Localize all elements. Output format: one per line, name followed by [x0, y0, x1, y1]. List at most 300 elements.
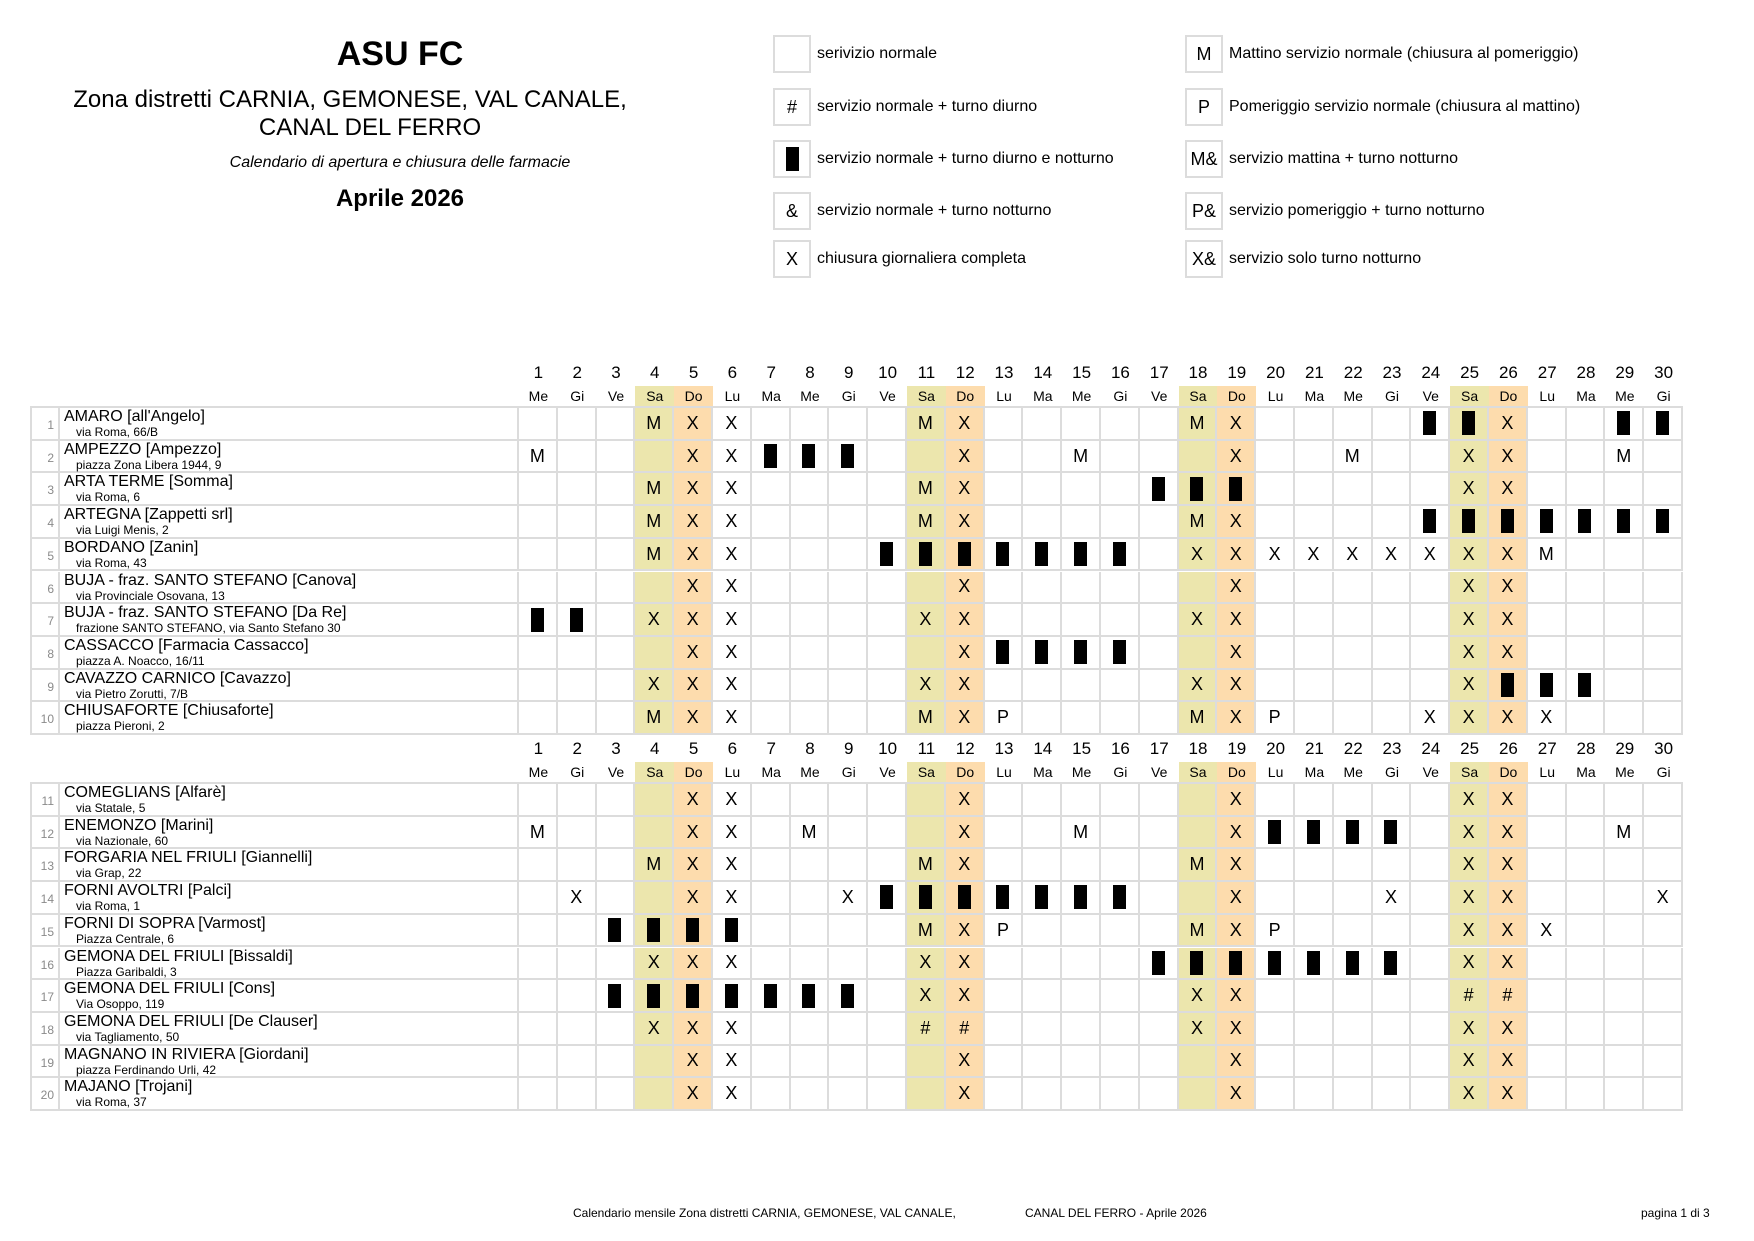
schedule-cell: [1256, 1046, 1295, 1079]
schedule-cell: M: [907, 702, 946, 735]
day-number: 16: [1110, 739, 1130, 758]
schedule-cell: [1644, 980, 1683, 1013]
schedule-cell-day-night-shift: [1179, 473, 1218, 506]
schedule-cell-day-night-shift: [597, 915, 636, 948]
schedule-cell-day-night-shift: [1295, 948, 1334, 981]
weekday-label: Ma: [1304, 764, 1325, 780]
schedule-cell: [791, 1078, 830, 1111]
schedule-cell: [1140, 849, 1179, 882]
schedule-cell: [558, 980, 597, 1013]
schedule-cell: [1567, 849, 1606, 882]
pharmacy-cell: [60, 408, 519, 441]
schedule-cell: X: [1489, 604, 1528, 637]
pharmacy-address: Piazza Garibaldi, 3: [76, 964, 177, 979]
schedule-cell: X: [1217, 702, 1256, 735]
schedule-cell: X: [713, 702, 752, 735]
weekday-label: Gi: [570, 764, 585, 780]
footer-left: Calendario mensile Zona distretti CARNIA, GEMONESE, VAL CANALE,: [573, 1206, 956, 1220]
schedule-cell: [1023, 980, 1062, 1013]
schedule-cell: [1411, 572, 1450, 605]
schedule-cell: M: [907, 473, 946, 506]
schedule-cell: X: [674, 882, 713, 915]
schedule-cell: [1140, 817, 1179, 850]
schedule-cell: X: [635, 670, 674, 703]
schedule-cell: [907, 1046, 946, 1079]
block-shift-icon: [1501, 673, 1514, 697]
schedule-cell: X: [1489, 948, 1528, 981]
pharmacy-address: via Statale, 5: [76, 801, 146, 815]
schedule-cell: [558, 408, 597, 441]
schedule-cell: [1295, 604, 1334, 637]
schedule-cell: X: [1179, 670, 1218, 703]
weekday-label: Lu: [724, 764, 741, 780]
weekday-label: Gi: [841, 388, 856, 404]
day-number: 25: [1460, 363, 1480, 382]
day-number: 26: [1498, 739, 1518, 758]
schedule-cell: X: [1450, 539, 1489, 572]
legend-label: serivizio normale: [817, 45, 938, 62]
schedule-cell: [558, 915, 597, 948]
row-number: 13: [32, 849, 60, 882]
schedule-cell: X: [946, 1078, 985, 1111]
schedule-cell: X: [674, 1013, 713, 1046]
block-shift-icon: [919, 542, 932, 566]
schedule-cell: [519, 849, 558, 882]
schedule-cell: [1644, 670, 1683, 703]
schedule-cell: [519, 473, 558, 506]
schedule-cell: [1101, 473, 1140, 506]
schedule-cell: M: [519, 441, 558, 474]
schedule-cell: [1605, 572, 1644, 605]
schedule-cell: [1062, 948, 1101, 981]
schedule-cell: [558, 1078, 597, 1111]
schedule-cell: [1062, 1013, 1101, 1046]
day-number: 6: [727, 363, 738, 382]
schedule-cell: [635, 1078, 674, 1111]
schedule-cell: [635, 637, 674, 670]
schedule-cell: [1644, 817, 1683, 850]
weekday-label: Lu: [1267, 764, 1284, 780]
schedule-cell: [1567, 637, 1606, 670]
schedule-cell: [752, 572, 791, 605]
schedule-grid: [30, 406, 1683, 735]
schedule-cell: X: [1217, 1078, 1256, 1111]
schedule-cell: X: [1217, 506, 1256, 539]
schedule-cell: [1295, 882, 1334, 915]
schedule-cell: [1567, 408, 1606, 441]
pharmacy-name: CASSACCO [Farmacia Cassacco]: [64, 636, 309, 654]
schedule-cell: [829, 572, 868, 605]
weekday-label: Do: [1217, 386, 1256, 406]
block-shift-icon: [786, 147, 799, 171]
schedule-cell: [1411, 849, 1450, 882]
day-number: 28: [1576, 363, 1596, 382]
pharmacy-row: [32, 915, 1680, 948]
legend-item: [1185, 87, 1580, 127]
schedule-cell: [1023, 784, 1062, 817]
schedule-cell: [1101, 1046, 1140, 1079]
schedule-cell: [1605, 980, 1644, 1013]
schedule-cell: [907, 1078, 946, 1111]
weekday-label: Lu: [1267, 388, 1284, 404]
schedule-cell: [1411, 948, 1450, 981]
day-number: 13: [994, 739, 1014, 758]
day-number: 6: [727, 739, 738, 758]
legend-symbol: X&: [1185, 240, 1223, 278]
schedule-cell: [985, 441, 1024, 474]
schedule-cell: X: [713, 1046, 752, 1079]
schedule-cell: M: [635, 702, 674, 735]
schedule-cell: [1256, 408, 1295, 441]
schedule-cell: X: [674, 817, 713, 850]
schedule-cell: [519, 539, 558, 572]
day-number: 19: [1227, 739, 1247, 758]
weekday-label: Ve: [1151, 764, 1168, 780]
schedule-cell: [907, 441, 946, 474]
schedule-cell: X: [674, 1078, 713, 1111]
schedule-cell: X: [713, 473, 752, 506]
schedule-cell: [1644, 539, 1683, 572]
schedule-cell: P: [985, 915, 1024, 948]
schedule-cell: X: [674, 408, 713, 441]
pharmacy-cell: [60, 702, 519, 735]
block-shift-icon: [1113, 885, 1126, 909]
weekday-label: Do: [674, 386, 713, 406]
pharmacy-name: FORNI DI SOPRA [Varmost]: [64, 914, 266, 932]
schedule-cell: [1062, 784, 1101, 817]
schedule-cell: X: [1217, 784, 1256, 817]
schedule-cell: [1179, 784, 1218, 817]
schedule-cell: [1644, 784, 1683, 817]
schedule-cell: [597, 637, 636, 670]
row-number: 18: [32, 1013, 60, 1046]
schedule-cell: M: [1528, 539, 1567, 572]
row-number: 20: [32, 1078, 60, 1111]
pharmacy-name: ARTEGNA [Zappetti srl]: [64, 506, 233, 524]
schedule-cell: [985, 473, 1024, 506]
schedule-cell: [1023, 849, 1062, 882]
schedule-cell: X: [1217, 441, 1256, 474]
schedule-cell: [752, 539, 791, 572]
schedule-cell: [1567, 539, 1606, 572]
schedule-cell: M: [907, 915, 946, 948]
schedule-cell: [1140, 1013, 1179, 1046]
day-number: 18: [1188, 739, 1208, 758]
legend-symbol: M: [1185, 35, 1223, 73]
block-shift-icon: [1501, 509, 1514, 533]
schedule-cell: X: [946, 408, 985, 441]
schedule-cell: P: [1256, 915, 1295, 948]
schedule-cell: [635, 817, 674, 850]
schedule-cell: [868, 473, 907, 506]
schedule-cell: [791, 572, 830, 605]
schedule-cell: [597, 441, 636, 474]
row-number: 9: [32, 670, 60, 703]
schedule-cell: [519, 506, 558, 539]
schedule-cell: X: [1217, 408, 1256, 441]
schedule-cell: [1023, 915, 1062, 948]
legend-item: [1185, 34, 1578, 74]
pharmacy-row: [32, 408, 1680, 441]
schedule-cell: X: [1528, 702, 1567, 735]
block-shift-icon: [608, 984, 621, 1008]
schedule-cell: [1140, 604, 1179, 637]
schedule-cell: X: [946, 849, 985, 882]
weekday-label: Do: [946, 762, 985, 782]
schedule-cell-day-night-shift: [1101, 539, 1140, 572]
pharmacy-cell: [60, 882, 519, 915]
schedule-cell: [1256, 670, 1295, 703]
legend-label: servizio normale + turno notturno: [817, 202, 1052, 219]
schedule-cell: [791, 948, 830, 981]
weekday-label: Sa: [1450, 762, 1489, 782]
day-number: 26: [1498, 363, 1518, 382]
block-shift-icon: [1074, 640, 1087, 664]
schedule-cell: [791, 882, 830, 915]
schedule-cell: X: [1179, 980, 1218, 1013]
schedule-cell: [1023, 473, 1062, 506]
schedule-cell: X: [1450, 473, 1489, 506]
schedule-cell: [752, 817, 791, 850]
schedule-cell-day-night-shift: [1489, 506, 1528, 539]
schedule-cell: [1334, 604, 1373, 637]
schedule-cell: [1140, 637, 1179, 670]
schedule-cell: X: [1217, 980, 1256, 1013]
day-number: 9: [844, 739, 854, 758]
block-shift-icon: [880, 885, 893, 909]
schedule-cell: [1140, 670, 1179, 703]
schedule-cell: [558, 1013, 597, 1046]
schedule-cell: [597, 539, 636, 572]
schedule-cell: [1373, 849, 1412, 882]
schedule-cell: [1023, 572, 1062, 605]
day-number: 10: [878, 739, 898, 758]
schedule-cell: [1179, 817, 1218, 850]
schedule-cell: [985, 572, 1024, 605]
schedule-cell-day-night-shift: [1062, 539, 1101, 572]
legend-symbol: M&: [1185, 140, 1223, 178]
pharmacy-address: via Pietro Zorutti, 7/B: [76, 686, 189, 701]
legend-label: servizio solo turno notturno: [1229, 250, 1422, 267]
schedule-cell: [1567, 1078, 1606, 1111]
schedule-cell: X: [946, 948, 985, 981]
schedule-cell: X: [1450, 637, 1489, 670]
schedule-cell: [1411, 1078, 1450, 1111]
pharmacy-row: [32, 817, 1680, 850]
block-shift-icon: [764, 444, 777, 468]
schedule-cell: [519, 882, 558, 915]
schedule-cell: X: [1450, 604, 1489, 637]
schedule-cell: [1256, 784, 1295, 817]
schedule-cell: M: [635, 408, 674, 441]
schedule-cell: X: [1217, 882, 1256, 915]
schedule-cell: X: [1217, 915, 1256, 948]
block-shift-icon: [919, 885, 932, 909]
schedule-cell: [1295, 702, 1334, 735]
schedule-cell: [1256, 637, 1295, 670]
schedule-cell: X: [1217, 539, 1256, 572]
block-shift-icon: [1578, 509, 1591, 533]
schedule-cell: X: [907, 980, 946, 1013]
schedule-cell: [1605, 1046, 1644, 1079]
pharmacy-cell: [60, 637, 519, 670]
weekday-label: Gi: [841, 764, 856, 780]
pharmacy-name: CHIUSAFORTE [Chiusaforte]: [64, 702, 274, 720]
schedule-cell: [829, 849, 868, 882]
schedule-cell: X: [946, 637, 985, 670]
block-shift-icon: [1540, 673, 1553, 697]
day-number: 10: [878, 363, 898, 382]
subtitle: Calendario di apertura e chiusura delle farmacie: [229, 154, 571, 171]
day-number: 2: [572, 363, 582, 382]
schedule-cell: [1567, 702, 1606, 735]
weekday-label: Do: [1489, 386, 1528, 406]
schedule-cell: [1373, 506, 1412, 539]
block-shift-icon: [1423, 509, 1436, 533]
schedule-cell: [868, 702, 907, 735]
schedule-cell: [519, 670, 558, 703]
schedule-cell: X: [713, 604, 752, 637]
schedule-cell: [985, 784, 1024, 817]
schedule-cell-day-night-shift: [752, 980, 791, 1013]
schedule-cell: [1256, 1013, 1295, 1046]
schedule-cell: [791, 1046, 830, 1079]
schedule-cell: M: [519, 817, 558, 850]
day-number: 1: [533, 363, 544, 382]
row-number: 16: [32, 948, 60, 981]
schedule-cell-day-night-shift: [1528, 670, 1567, 703]
schedule-cell: [597, 604, 636, 637]
row-number: 6: [32, 572, 60, 605]
schedule-cell: [829, 915, 868, 948]
schedule-cell: [1023, 506, 1062, 539]
block-shift-icon: [1113, 640, 1126, 664]
schedule-cell: #: [1489, 980, 1528, 1013]
schedule-cell: [597, 506, 636, 539]
block-shift-icon: [608, 918, 621, 942]
schedule-cell: [1101, 784, 1140, 817]
block-shift-icon: [647, 918, 660, 942]
schedule-cell: [1023, 670, 1062, 703]
schedule-cell: [597, 702, 636, 735]
pharmacy-row: [32, 702, 1680, 735]
legend-item: [773, 139, 1114, 179]
schedule-cell: [1567, 882, 1606, 915]
schedule-cell: [597, 882, 636, 915]
schedule-cell: X: [674, 473, 713, 506]
schedule-cell: [558, 784, 597, 817]
schedule-cell-day-night-shift: [1567, 670, 1606, 703]
schedule-cell-day-night-shift: [907, 539, 946, 572]
row-number: 2: [32, 441, 60, 474]
schedule-cell: [1140, 702, 1179, 735]
day-number: 20: [1266, 739, 1286, 758]
schedule-cell-day-night-shift: [1062, 882, 1101, 915]
schedule-cell: X: [1334, 539, 1373, 572]
schedule-cell: [868, 817, 907, 850]
schedule-cell: [868, 1078, 907, 1111]
day-number: 9: [844, 363, 854, 382]
schedule-cell: [1411, 915, 1450, 948]
schedule-cell: X: [1489, 915, 1528, 948]
schedule-cell: [1062, 506, 1101, 539]
schedule-cell: X: [907, 948, 946, 981]
row-number: 17: [32, 980, 60, 1013]
schedule-cell: [1334, 702, 1373, 735]
schedule-cell: [907, 637, 946, 670]
schedule-cell: [1567, 915, 1606, 948]
schedule-cell: [868, 408, 907, 441]
schedule-cell-day-night-shift: [868, 539, 907, 572]
schedule-cell-day-night-shift: [1217, 948, 1256, 981]
schedule-cell: [1373, 980, 1412, 1013]
schedule-cell-day-night-shift: [1334, 948, 1373, 981]
schedule-cell: X: [1489, 849, 1528, 882]
schedule-cell: [752, 637, 791, 670]
schedule-cell: [829, 506, 868, 539]
schedule-cell: [829, 817, 868, 850]
schedule-cell: [1644, 702, 1683, 735]
schedule-cell: [868, 948, 907, 981]
schedule-cell: [1295, 441, 1334, 474]
schedule-cell: [519, 980, 558, 1013]
schedule-cell: [868, 849, 907, 882]
schedule-cell: [1411, 1013, 1450, 1046]
pharmacy-address: via Roma, 66/B: [76, 425, 159, 439]
schedule-cell: [791, 849, 830, 882]
schedule-cell-day-night-shift: [635, 980, 674, 1013]
schedule-cell: X: [1411, 539, 1450, 572]
schedule-cell: M: [635, 539, 674, 572]
block-shift-icon: [725, 918, 738, 942]
schedule-cell: [1644, 572, 1683, 605]
schedule-cell-day-night-shift: [1023, 882, 1062, 915]
block-shift-icon: [1617, 411, 1630, 435]
schedule-cell: [791, 473, 830, 506]
schedule-cell: X: [1450, 670, 1489, 703]
day-number: 15: [1072, 363, 1092, 382]
schedule-cell: X: [946, 572, 985, 605]
schedule-cell: [1373, 784, 1412, 817]
weekday-label: Gi: [570, 388, 585, 404]
schedule-cell-day-night-shift: [1256, 817, 1295, 850]
block-shift-icon: [1229, 477, 1242, 501]
schedule-cell: [1567, 604, 1606, 637]
weekday-label: Sa: [907, 762, 946, 782]
day-number: 21: [1304, 363, 1324, 382]
block-shift-icon: [1074, 885, 1087, 909]
schedule-cell: X: [558, 882, 597, 915]
schedule-cell: [985, 817, 1024, 850]
block-shift-icon: [802, 984, 815, 1008]
schedule-cell: [597, 572, 636, 605]
day-number: 7: [766, 363, 776, 382]
day-number: 20: [1266, 363, 1286, 382]
day-number: 14: [1033, 739, 1053, 758]
schedule-cell-day-night-shift: [1334, 817, 1373, 850]
legend-symbol: &: [773, 192, 811, 230]
pharmacy-row: [32, 980, 1680, 1013]
schedule-cell: [1295, 849, 1334, 882]
schedule-cell: [868, 1013, 907, 1046]
pharmacy-cell: [60, 948, 519, 981]
pharmacy-row: [32, 1046, 1680, 1079]
schedule-cell: [985, 670, 1024, 703]
block-shift-icon: [1656, 509, 1669, 533]
schedule-cell: [1411, 1046, 1450, 1079]
schedule-cell: [1023, 441, 1062, 474]
schedule-cell: [1334, 408, 1373, 441]
